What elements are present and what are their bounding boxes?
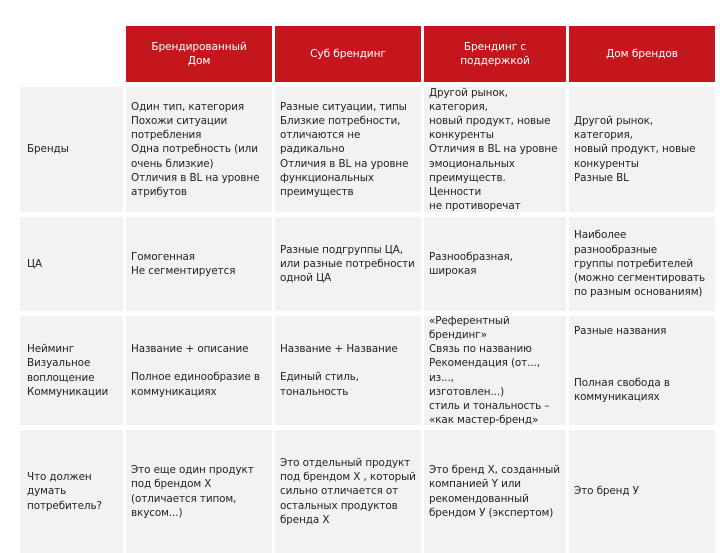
- table-cell: Наиболее разнообразные группы потребителей (можно сегментировать по разным основаниям): [569, 217, 715, 311]
- table-cell: Это отдельный продукт под брендом Х , который сильно отличается от остальных продуктов бренда Х: [275, 430, 421, 553]
- table-cell: Это еще один продукт под брендом Х (отличается типом, вкусом...): [126, 430, 272, 553]
- table-cell: Разные подгруппы ЦА, или разные потребности одной ЦА: [275, 217, 421, 311]
- cell-top-text: Название + Название: [280, 343, 398, 356]
- brand-architecture-table: [20, 26, 712, 553]
- table-corner: [20, 26, 123, 82]
- column-header-house-of-brands: Дом брендов: [569, 26, 715, 82]
- cell-top-text: Разные названия: [574, 325, 667, 337]
- cell-top-text: Название + описание: [131, 343, 249, 356]
- row-header-brands: Бренды: [20, 87, 123, 212]
- column-header-branded-house: Брендированный Дом: [126, 26, 272, 82]
- table-cell: Один тип, категория Похожи ситуации потребления Одна потребность (или очень близкие) Отличия в BL на уровне атрибутов: [126, 87, 272, 212]
- table-cell: Разные ситуации, типы Близкие потребности, отличаются не радикально Отличия в BL на уровне функциональных преимуществ: [275, 87, 421, 212]
- row-header-target-audience: ЦА: [20, 217, 123, 311]
- table-cell: Другой рынок, категория, новый продукт, новые конкуренты Разные BL: [569, 87, 715, 212]
- cell-bottom-text: Единый стиль, тональность: [280, 371, 359, 398]
- column-header-endorsed-branding: Брендинг с поддержкой: [424, 26, 566, 82]
- table-cell: [275, 316, 421, 425]
- row-header-consumer-thinking: Что должен думать потребитель?: [20, 430, 123, 553]
- table-cell: Другой рынок, категория, новый продукт, новые конкуренты Отличия в BL на уровне эмоциональных преимуществ. Ценности не противоречат: [424, 87, 566, 212]
- table-cell: Это бренд Х, созданный компанией Y или рекомендованный брендом У (экспертом): [424, 430, 566, 553]
- cell-bottom-text: Полная свобода в коммуникациях: [574, 377, 670, 404]
- table-cell: «Референтный брендинг» Связь по названию Рекомендация (от..., из..., изготовлен...) стиль и тональность – «как мастер-бренд»: [424, 316, 566, 425]
- table-cell: Гомогенная Не сегментируется: [126, 217, 272, 311]
- table-cell: [126, 316, 272, 425]
- cell-bottom-text: Полное единообразие в коммуникациях: [131, 371, 260, 398]
- row-header-naming: Нейминг Визуальное воплощение Коммуникации: [20, 316, 123, 425]
- table-cell: Разнообразная, широкая: [424, 217, 566, 311]
- table-cell: [569, 316, 715, 425]
- table-cell: Это бренд У: [569, 430, 715, 553]
- column-header-sub-branding: Суб брендинг: [275, 26, 421, 82]
